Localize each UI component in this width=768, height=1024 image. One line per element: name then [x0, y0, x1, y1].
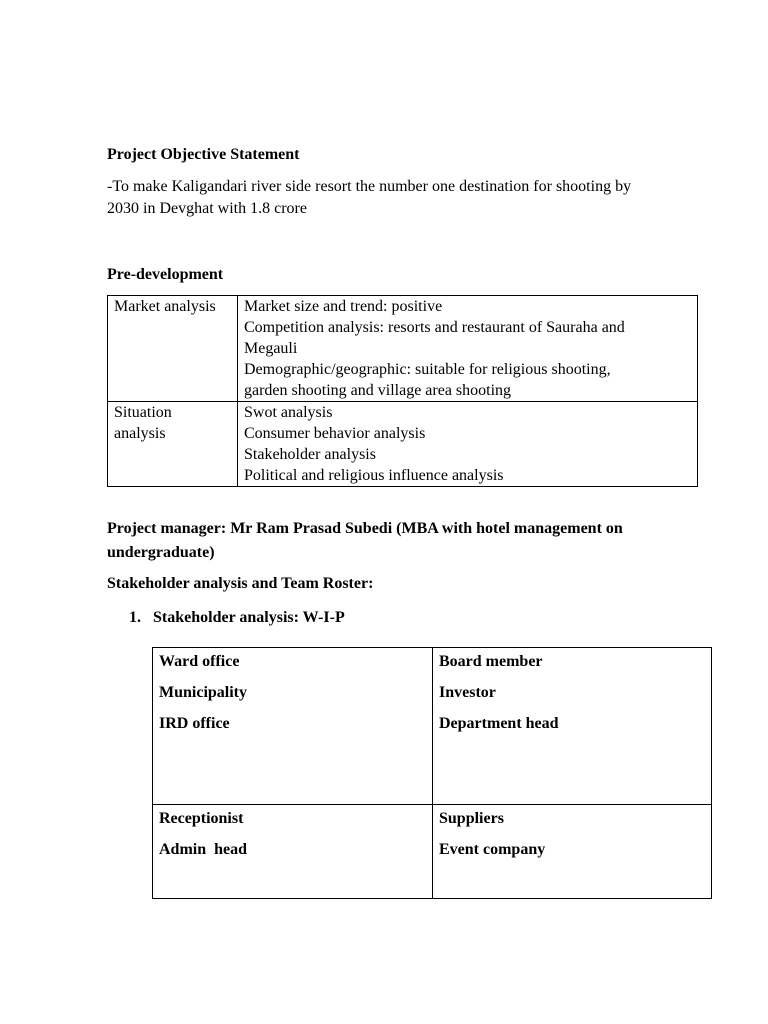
- grid-cell-line: Receptionist: [159, 810, 244, 827]
- table-cell-label: [108, 402, 238, 487]
- content-line: Swot analysis: [244, 404, 333, 421]
- grid-cell: [153, 805, 433, 899]
- stakeholder-grid: [152, 647, 712, 899]
- grid-cell-line: Department head: [439, 715, 559, 732]
- grid-cell-line: Ward office: [159, 653, 240, 670]
- stakeholder-heading: Stakeholder analysis and Team Roster:: [107, 575, 374, 592]
- content-line: Megauli: [244, 340, 298, 357]
- table-row: [153, 648, 712, 805]
- row-label-line: analysis: [114, 425, 166, 442]
- grid-cell: [433, 648, 712, 805]
- grid-cell-line: Board member: [439, 653, 543, 670]
- manager-line-1: Project manager: Mr Ram Prasad Subedi (MBA with hotel management on: [107, 520, 623, 537]
- grid-cell-line: Municipality: [159, 684, 248, 701]
- grid-cell-line: Investor: [439, 684, 496, 701]
- grid-cell: [433, 805, 712, 899]
- row-label-line: Market analysis: [114, 298, 216, 315]
- predev-heading: Pre-development: [107, 266, 224, 283]
- grid-cell-line: Admin head: [159, 841, 248, 858]
- objective-line-2: 2030 in Devghat with 1.8 crore: [107, 200, 307, 217]
- manager-line-2: undergraduate): [107, 544, 215, 561]
- table-row: [153, 805, 712, 899]
- objective-line-1: -To make Kaligandari river side resort the number one destination for shooting by: [107, 178, 632, 195]
- predev-table: [107, 295, 698, 487]
- content-line: Competition analysis: resorts and restaurant of Sauraha and: [244, 319, 625, 336]
- grid-cell: [153, 648, 433, 805]
- objective-heading: Project Objective Statement: [107, 146, 300, 163]
- list-item-text: Stakeholder analysis: W-I-P: [153, 609, 345, 626]
- content-line: Stakeholder analysis: [244, 446, 376, 463]
- row-label-line: Situation: [114, 404, 172, 421]
- content-line: Political and religious influence analysis: [244, 467, 504, 484]
- table-cell-label: [108, 296, 238, 402]
- content-line: Market size and trend: positive: [244, 298, 443, 315]
- grid-cell-line: Suppliers: [439, 810, 504, 827]
- table-row: [108, 402, 698, 487]
- grid-cell-line: Event company: [439, 841, 546, 858]
- content-line: Consumer behavior analysis: [244, 425, 426, 442]
- content-line: Demographic/geographic: suitable for religious shooting,: [244, 361, 611, 378]
- content-line: garden shooting and village area shooting: [244, 382, 512, 399]
- table-cell-content: [238, 296, 698, 402]
- table-row: [108, 296, 698, 402]
- grid-cell-line: IRD office: [159, 715, 230, 732]
- list-item-number: 1.: [129, 609, 141, 626]
- table-cell-content: [238, 402, 698, 487]
